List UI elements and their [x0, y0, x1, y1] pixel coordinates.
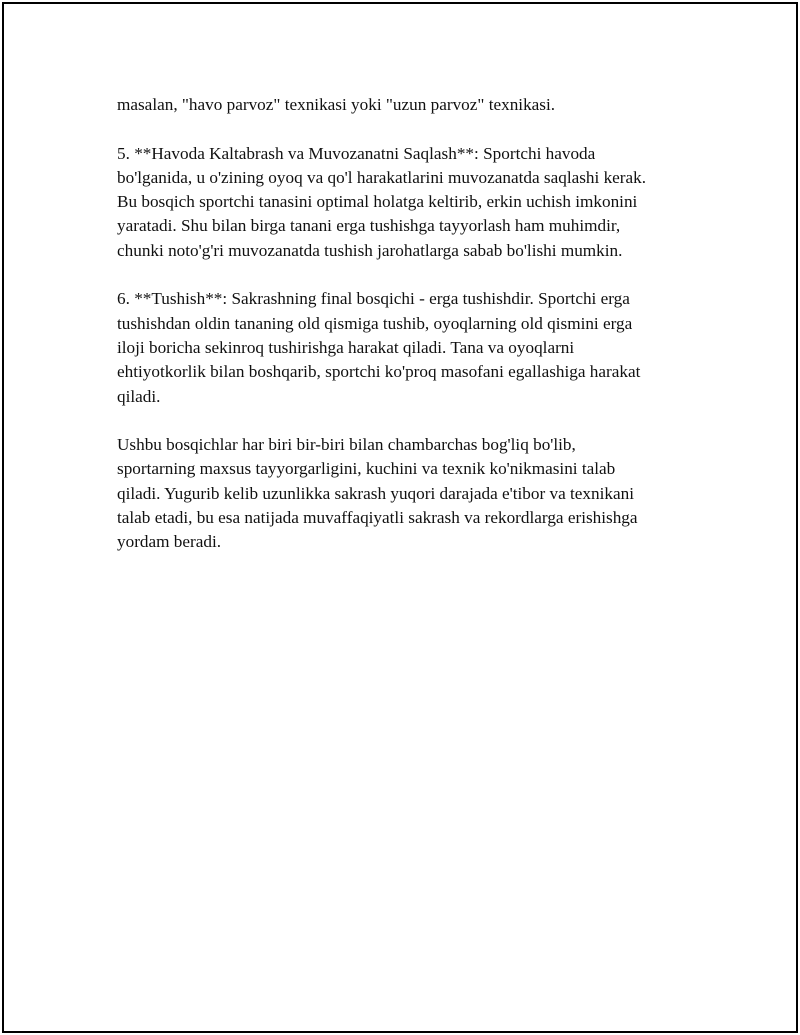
- text-line: ehtiyotkorlik bilan boshqarib, sportchi ko'proq masofani egallashiga harakat: [117, 362, 641, 382]
- text-line: yordam beradi.: [117, 532, 222, 552]
- text-line: yaratadi. Shu bilan birga tanani erga tushishga tayyorlash ham muhimdir,: [117, 216, 621, 236]
- text-line: chunki noto'g'ri muvozanatda tushish jarohatlarga sabab bo'lishi mumkin.: [117, 240, 623, 260]
- text-line: Ushbu bosqichlar har biri bir-biri bilan chambarchas bog'liq bo'lib,: [117, 435, 576, 455]
- text-line: iloji boricha sekinroq tushirishga harakat qiladi. Tana va oyoqlarni: [117, 337, 575, 357]
- paragraph-intro-continuation: [117, 93, 687, 117]
- text-line: 6. **Tushish**: Sakrashning final bosqichi - erga tushishdir. Sportchi erga: [117, 289, 630, 309]
- paragraph-step-6: [117, 287, 687, 408]
- paragraph-step-5: [117, 142, 687, 263]
- text-line: bo'lganida, u o'zining oyoq va qo'l harakatlarini muvozanatda saqlashi kerak.: [117, 167, 647, 187]
- text-line: qiladi. Yugurib kelib uzunlikka sakrash yuqori darajada e'tibor va texnikani: [117, 483, 634, 503]
- document-body: [117, 93, 687, 579]
- text-line: Bu bosqich sportchi tanasini optimal holatga keltirib, erkin uchish imkonini: [117, 192, 638, 212]
- text-line: 5. **Havoda Kaltabrash va Muvozanatni Saqlash**: Sportchi havoda: [117, 143, 596, 163]
- text-line: sportarning maxsus tayyorgarligini, kuchini va texnik ko'nikmasini talab: [117, 459, 616, 479]
- paragraph-conclusion: [117, 433, 687, 554]
- text-line: masalan, "havo parvoz" texnikasi yoki "uzun parvoz" texnikasi.: [117, 95, 556, 114]
- text-line: qiladi.: [117, 386, 161, 406]
- text-line: tushishdan oldin tananing old qismiga tushib, oyoqlarning old qismini erga: [117, 313, 633, 333]
- text-line: talab etadi, bu esa natijada muvaffaqiyatli sakrash va rekordlarga erishishga: [117, 508, 638, 528]
